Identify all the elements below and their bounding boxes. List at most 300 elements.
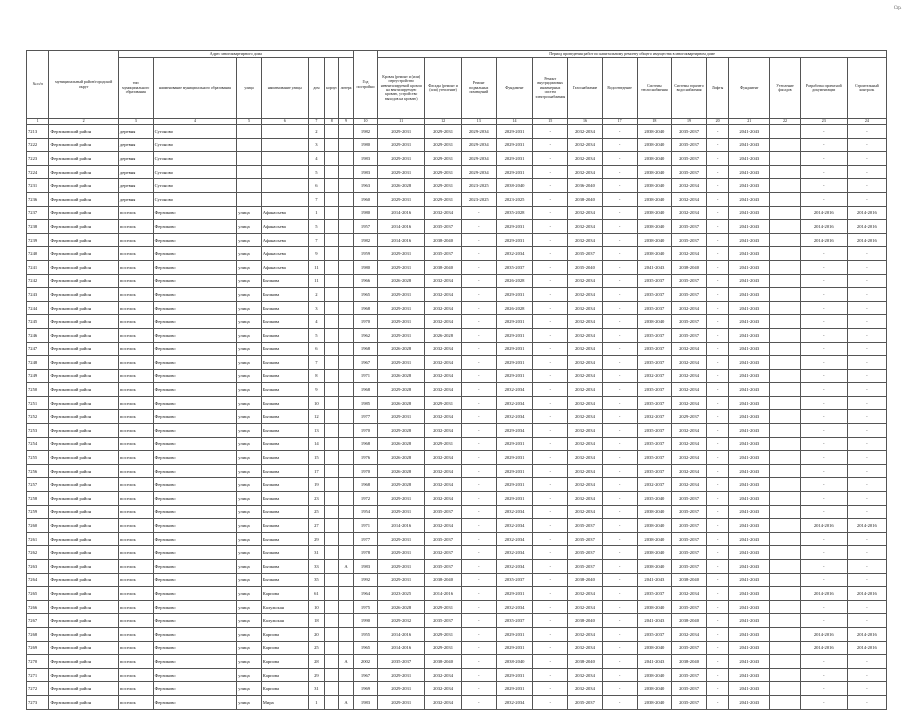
table-cell: [770, 655, 801, 669]
table-cell: -: [533, 301, 568, 315]
table-cell: [339, 396, 353, 410]
table-cell: -: [533, 695, 568, 709]
table-cell: 2035-2037: [672, 600, 707, 614]
table-cell: -: [800, 492, 847, 506]
table-cell: -: [461, 682, 496, 696]
table-cell: [325, 695, 339, 709]
table-cell: -: [533, 546, 568, 560]
table-cell: [339, 247, 353, 261]
table-cell: 2041-2043: [729, 437, 770, 451]
table-cell: 7265: [27, 587, 49, 601]
table-cell: -: [800, 274, 847, 288]
table-cell: -: [602, 247, 637, 261]
table-cell: [339, 614, 353, 628]
col-header: Фундамент: [496, 58, 533, 119]
table-cell: Ферзиково: [153, 505, 237, 519]
table-cell: Ферзиковский район: [49, 383, 118, 397]
table-cell: 2038-2040: [568, 655, 603, 669]
table-row: [27, 247, 887, 261]
table-cell: 2035-2037: [672, 505, 707, 519]
table-cell: 2038-2040: [637, 125, 672, 139]
table-cell: улица: [237, 641, 262, 655]
table-cell: -: [706, 165, 728, 179]
table-cell: 1983: [353, 165, 378, 179]
table-cell: 7261: [27, 532, 49, 546]
table-cell: -: [461, 220, 496, 234]
table-row: [27, 179, 887, 193]
table-cell: 2035-2037: [672, 668, 707, 682]
col-header: корпус: [325, 58, 339, 119]
table-cell: -: [800, 260, 847, 274]
table-cell: 2041-2043: [729, 505, 770, 519]
table-cell: 2035-2037: [637, 288, 672, 302]
table-cell: 2014-2016: [800, 233, 847, 247]
table-cell: 2041-2043: [729, 383, 770, 397]
table-cell: 7: [308, 233, 324, 247]
table-cell: 2035-2037: [637, 627, 672, 641]
table-cell: [237, 125, 262, 139]
table-cell: 2029-2031: [425, 396, 462, 410]
col-header: Кровля (ремонт и (или) переустройство невентилируемой кровли на вентилируемую кровлю, устройство выходов на кровлю): [378, 58, 425, 119]
col-header: Утепление фасадов: [770, 58, 801, 119]
col-number: 24: [847, 119, 886, 125]
table-cell: [325, 206, 339, 220]
table-cell: 29: [308, 532, 324, 546]
table-cell: Бычкова: [261, 464, 308, 478]
table-cell: Ферзиково: [153, 206, 237, 220]
table-row: [27, 383, 887, 397]
table-row: [27, 614, 887, 628]
table-cell: 2014-2016: [847, 627, 886, 641]
table-cell: -: [847, 546, 886, 560]
table-cell: 2032-2034: [568, 627, 603, 641]
table-cell: 2029-2031: [425, 192, 462, 206]
table-cell: Сугоново: [153, 125, 237, 139]
table-cell: Бычкова: [261, 532, 308, 546]
table-cell: -: [706, 396, 728, 410]
table-cell: 2035-2037: [425, 505, 462, 519]
table-row: [27, 478, 887, 492]
table-cell: 2032-2034: [568, 206, 603, 220]
table-cell: 2032-2034: [568, 410, 603, 424]
table-cell: 2014-2016: [378, 233, 425, 247]
table-cell: -: [533, 220, 568, 234]
table-cell: 2035-2040: [637, 492, 672, 506]
table-cell: -: [706, 220, 728, 234]
table-cell: 2026-2028: [378, 396, 425, 410]
table-cell: Бычкова: [261, 328, 308, 342]
table-cell: 2014-2016: [800, 206, 847, 220]
table-cell: Сугоново: [153, 152, 237, 166]
table-cell: [770, 315, 801, 329]
table-cell: -: [706, 192, 728, 206]
table-cell: 25: [308, 505, 324, 519]
table-cell: [770, 668, 801, 682]
col-header: Фундамент: [729, 58, 770, 119]
table-cell: поселок: [118, 451, 153, 465]
table-cell: [339, 668, 353, 682]
table-cell: -: [800, 682, 847, 696]
table-cell: -: [461, 600, 496, 614]
table-row: [27, 437, 887, 451]
table-cell: -: [706, 532, 728, 546]
table-cell: 2032-2034: [672, 437, 707, 451]
table-cell: 7248: [27, 356, 49, 370]
table-cell: 7247: [27, 342, 49, 356]
table-cell: 2026-2028: [378, 342, 425, 356]
table-cell: Ферзиковский район: [49, 260, 118, 274]
table-cell: [325, 179, 339, 193]
table-cell: -: [800, 532, 847, 546]
table-cell: [325, 396, 339, 410]
table-cell: 2038-2040: [637, 505, 672, 519]
table-cell: 2041-2043: [729, 519, 770, 533]
table-cell: поселок: [118, 274, 153, 288]
table-row: [27, 274, 887, 288]
table-cell: Карпова: [261, 587, 308, 601]
table-cell: -: [533, 614, 568, 628]
table-cell: [339, 627, 353, 641]
table-cell: -: [847, 138, 886, 152]
table-cell: 2032-2037: [425, 546, 462, 560]
table-cell: 2029-2031: [496, 152, 533, 166]
table-cell: 7258: [27, 492, 49, 506]
table-cell: 2035-2037: [672, 220, 707, 234]
table-cell: 2032-2034: [425, 668, 462, 682]
table-cell: Бычкова: [261, 383, 308, 397]
table-cell: Ферзиково: [153, 614, 237, 628]
table-cell: 2038-2040: [637, 247, 672, 261]
table-cell: 11: [308, 260, 324, 274]
table-cell: 2029-2031: [378, 247, 425, 261]
table-cell: Ферзиково: [153, 655, 237, 669]
table-cell: [339, 192, 353, 206]
table-cell: 2014-2016: [425, 587, 462, 601]
table-cell: -: [847, 437, 886, 451]
table-cell: 2026-2028: [425, 328, 462, 342]
table-cell: -: [800, 356, 847, 370]
table-cell: [339, 369, 353, 383]
table-cell: поселок: [118, 655, 153, 669]
table-cell: 2038-2040: [425, 573, 462, 587]
table-cell: [325, 600, 339, 614]
table-cell: 2038-2040: [637, 152, 672, 166]
table-cell: 2032-2034: [672, 356, 707, 370]
table-cell: поселок: [118, 519, 153, 533]
table-cell: Бычкова: [261, 424, 308, 438]
table-cell: 2035-2037: [637, 587, 672, 601]
table-cell: Афанасьева: [261, 233, 308, 247]
table-cell: 2038-2040: [637, 233, 672, 247]
col-header: наименование муниципального образования: [153, 58, 237, 119]
table-cell: [770, 369, 801, 383]
col-number: 5: [237, 119, 262, 125]
table-cell: -: [847, 573, 886, 587]
table-cell: поселок: [118, 478, 153, 492]
table-cell: Сугоново: [153, 179, 237, 193]
table-cell: -: [602, 342, 637, 356]
table-cell: поселок: [118, 464, 153, 478]
table-cell: 2038-2040: [496, 179, 533, 193]
table-cell: 2032-2034: [425, 695, 462, 709]
table-cell: поселок: [118, 546, 153, 560]
table-cell: -: [800, 138, 847, 152]
table-cell: [325, 356, 339, 370]
table-cell: 2041-2043: [729, 424, 770, 438]
table-cell: 2014-2016: [800, 627, 847, 641]
table-cell: 2041-2043: [729, 587, 770, 601]
table-cell: [339, 301, 353, 315]
table-cell: 2029-2034: [461, 125, 496, 139]
table-cell: Ферзиковский район: [49, 152, 118, 166]
table-cell: 1977: [353, 532, 378, 546]
table-cell: 2029-2031: [425, 437, 462, 451]
col-number: 23: [800, 119, 847, 125]
col-header: Системы теплоснабжения: [637, 58, 672, 119]
table-cell: -: [461, 356, 496, 370]
table-cell: 2035-2037: [672, 315, 707, 329]
table-cell: [261, 152, 308, 166]
table-cell: -: [847, 247, 886, 261]
table-cell: 2032-2034: [425, 464, 462, 478]
table-cell: 2032-2034: [568, 369, 603, 383]
table-row: [27, 464, 887, 478]
table-cell: 5: [308, 220, 324, 234]
table-cell: улица: [237, 342, 262, 356]
table-cell: 2035-2037: [672, 152, 707, 166]
table-cell: [339, 179, 353, 193]
col-header: Ремонт внутридомовых инженерных систем электроснабжения: [533, 58, 568, 119]
table-cell: -: [602, 532, 637, 546]
table-cell: Бычкова: [261, 519, 308, 533]
table-cell: -: [602, 627, 637, 641]
table-cell: 1968: [353, 437, 378, 451]
table-cell: 1955: [353, 627, 378, 641]
table-cell: 2041-2043: [729, 301, 770, 315]
table-cell: -: [602, 695, 637, 709]
table-cell: 1971: [353, 369, 378, 383]
table-cell: -: [602, 560, 637, 574]
table-cell: 2035-2037: [568, 519, 603, 533]
table-cell: 7243: [27, 288, 49, 302]
col-number: 20: [706, 119, 728, 125]
table-cell: [325, 451, 339, 465]
table-cell: 2029-2031: [378, 315, 425, 329]
table-cell: [325, 342, 339, 356]
table-cell: -: [706, 492, 728, 506]
table-cell: -: [847, 288, 886, 302]
table-cell: поселок: [118, 614, 153, 628]
table-cell: 2035-2037: [672, 125, 707, 139]
table-cell: 29: [308, 668, 324, 682]
table-cell: деревня: [118, 192, 153, 206]
table-cell: -: [800, 437, 847, 451]
col-number: 6: [261, 119, 308, 125]
table-cell: -: [533, 451, 568, 465]
table-cell: 6: [308, 342, 324, 356]
table-cell: 2041-2043: [729, 220, 770, 234]
table-cell: 2032-2034: [672, 301, 707, 315]
table-cell: Ферзиковский район: [49, 138, 118, 152]
table-cell: 2041-2043: [729, 165, 770, 179]
table-row: [27, 587, 887, 601]
table-cell: Ферзиково: [153, 220, 237, 234]
table-cell: Ферзиково: [153, 437, 237, 451]
table-cell: 2014-2016: [378, 641, 425, 655]
table-cell: -: [461, 478, 496, 492]
table-row: [27, 600, 887, 614]
table-cell: -: [461, 369, 496, 383]
table-cell: [325, 546, 339, 560]
table-cell: 2041-2043: [729, 600, 770, 614]
table-cell: 2035-2037: [568, 546, 603, 560]
table-cell: 2032-2034: [496, 410, 533, 424]
table-cell: [325, 383, 339, 397]
table-cell: 2035-2037: [425, 247, 462, 261]
table-cell: -: [602, 451, 637, 465]
table-cell: 2032-2034: [568, 233, 603, 247]
table-cell: [770, 560, 801, 574]
table-cell: поселок: [118, 206, 153, 220]
table-row: [27, 220, 887, 234]
table-cell: -: [847, 464, 886, 478]
table-row: [27, 165, 887, 179]
table-cell: [770, 396, 801, 410]
table-cell: [325, 233, 339, 247]
table-cell: 5: [308, 328, 324, 342]
table-cell: -: [533, 532, 568, 546]
table-cell: 2032-2034: [568, 682, 603, 696]
table-cell: -: [533, 138, 568, 152]
table-cell: поселок: [118, 410, 153, 424]
table-cell: 2029-2031: [496, 165, 533, 179]
table-cell: 7224: [27, 165, 49, 179]
table-row: [27, 627, 887, 641]
table-cell: [325, 288, 339, 302]
table-cell: улица: [237, 546, 262, 560]
table-cell: -: [461, 342, 496, 356]
col-header: дом: [308, 58, 324, 119]
table-cell: 1962: [353, 328, 378, 342]
table-cell: [325, 247, 339, 261]
table-cell: -: [706, 451, 728, 465]
table-cell: Бычкова: [261, 369, 308, 383]
col-number: 14: [496, 119, 533, 125]
table-cell: 2: [308, 288, 324, 302]
table-cell: -: [706, 247, 728, 261]
group-header-period: Период проведения работ по капитальному ремонту общего имущества в многоквартирном доме: [378, 51, 887, 58]
table-cell: 2032-2034: [568, 396, 603, 410]
table-cell: 2032-2034: [425, 369, 462, 383]
col-header: Год постройки: [353, 51, 378, 119]
table-cell: 27: [308, 519, 324, 533]
table-cell: 1970: [353, 315, 378, 329]
table-cell: -: [847, 396, 886, 410]
table-cell: 1963: [353, 179, 378, 193]
table-cell: -: [847, 274, 886, 288]
table-cell: 2029-2034: [461, 152, 496, 166]
table-cell: -: [533, 641, 568, 655]
table-cell: поселок: [118, 424, 153, 438]
col-number: 11: [378, 119, 425, 125]
table-cell: 2032-2034: [672, 192, 707, 206]
table-cell: 2014-2016: [847, 519, 886, 533]
col-header: № п/п: [27, 51, 49, 119]
table-cell: 2032-2034: [425, 274, 462, 288]
table-cell: Ферзиковский район: [49, 288, 118, 302]
table-cell: 2029-2031: [378, 328, 425, 342]
table-cell: 2038-2040: [425, 233, 462, 247]
table-cell: -: [602, 668, 637, 682]
table-cell: [339, 546, 353, 560]
table-cell: -: [602, 492, 637, 506]
table-cell: улица: [237, 600, 262, 614]
table-cell: 2041-2043: [729, 614, 770, 628]
document-sheet: [26, 50, 887, 710]
table-cell: 2032-2034: [425, 206, 462, 220]
table-cell: [325, 532, 339, 546]
table-cell: 2029-2031: [378, 532, 425, 546]
table-cell: 2032-2034: [425, 315, 462, 329]
table-cell: 11: [308, 274, 324, 288]
col-header: Газоснабжение: [568, 58, 603, 119]
table-cell: поселок: [118, 233, 153, 247]
table-cell: [325, 614, 339, 628]
table-cell: -: [533, 478, 568, 492]
table-cell: [339, 260, 353, 274]
table-cell: -: [461, 410, 496, 424]
table-cell: -: [533, 152, 568, 166]
table-cell: 2035-2037: [637, 356, 672, 370]
table-cell: 2032-2034: [568, 342, 603, 356]
table-cell: 7263: [27, 560, 49, 574]
table-cell: 31: [308, 682, 324, 696]
col-header: Фасады (ремонт и (или) утепление): [425, 58, 462, 119]
table-cell: Ферзиковский район: [49, 369, 118, 383]
table-cell: 2029-2034: [496, 424, 533, 438]
table-cell: 2029-2031: [378, 125, 425, 139]
table-cell: 2032-2034: [672, 478, 707, 492]
table-cell: 2029-2031: [496, 328, 533, 342]
table-cell: -: [533, 356, 568, 370]
table-cell: 1983: [353, 560, 378, 574]
table-cell: [325, 505, 339, 519]
table-cell: -: [602, 587, 637, 601]
table-cell: улица: [237, 587, 262, 601]
table-cell: 2032-2037: [637, 410, 672, 424]
table-cell: 2035-2037: [672, 492, 707, 506]
table-cell: Ферзиковский район: [49, 396, 118, 410]
table-cell: 2041-2043: [729, 464, 770, 478]
table-cell: -: [461, 396, 496, 410]
table-cell: [261, 165, 308, 179]
table-cell: 7266: [27, 600, 49, 614]
table-cell: [339, 165, 353, 179]
table-cell: 2035-2037: [425, 560, 462, 574]
table-row: [27, 492, 887, 506]
table-cell: 7255: [27, 451, 49, 465]
table-cell: Бычкова: [261, 546, 308, 560]
table-cell: 1982: [353, 233, 378, 247]
table-cell: -: [533, 369, 568, 383]
table-cell: [770, 301, 801, 315]
table-cell: Ферзиково: [153, 573, 237, 587]
table-cell: -: [847, 179, 886, 193]
table-row: [27, 288, 887, 302]
col-number: 15: [533, 119, 568, 125]
table-cell: [770, 451, 801, 465]
table-cell: 7270: [27, 655, 49, 669]
